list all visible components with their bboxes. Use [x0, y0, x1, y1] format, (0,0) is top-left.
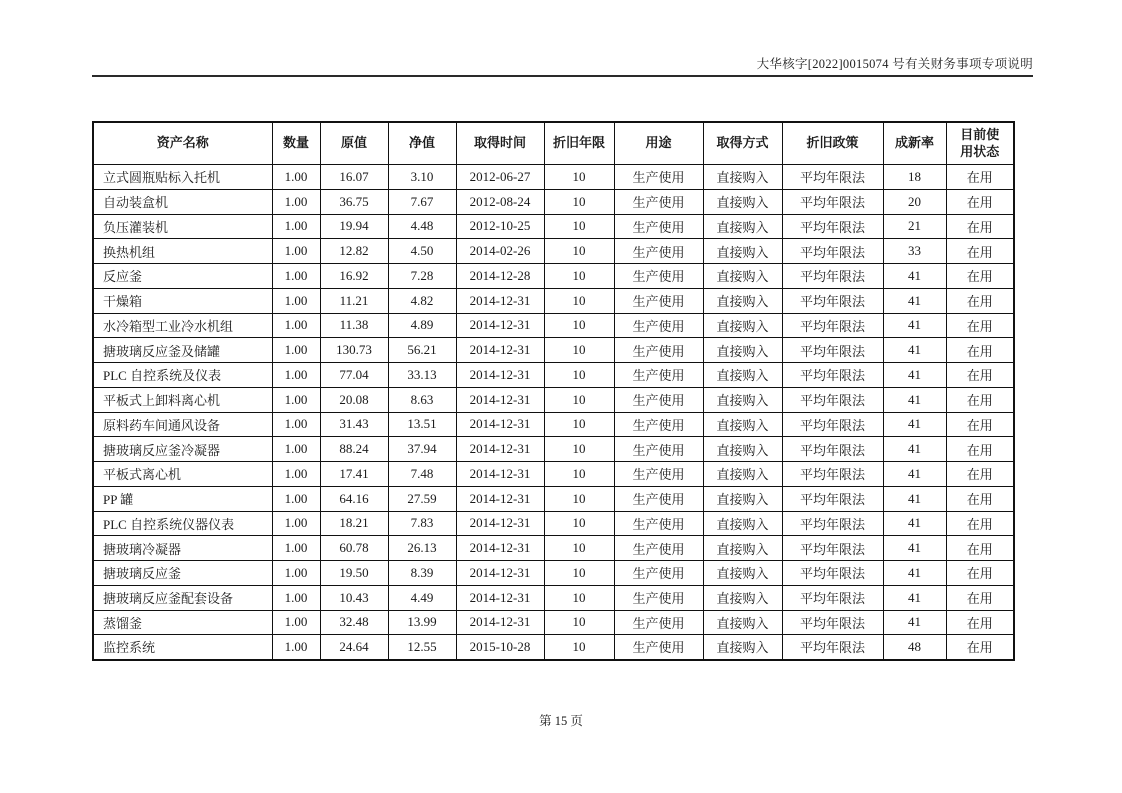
cell: 1.00: [272, 214, 320, 239]
cell: 19.94: [320, 214, 388, 239]
cell: 直接购入: [703, 387, 782, 412]
table-row: [93, 635, 1014, 660]
cell: 33: [883, 239, 946, 264]
cell: 1.00: [272, 239, 320, 264]
cell: 在用: [946, 189, 1014, 214]
cell: 4.49: [388, 585, 456, 610]
cell: 直接购入: [703, 165, 782, 190]
table-row: [93, 387, 1014, 412]
cell: 41: [883, 313, 946, 338]
cell: 直接购入: [703, 635, 782, 660]
cell: 水冷箱型工业冷水机组: [93, 313, 272, 338]
cell: 平均年限法: [782, 387, 883, 412]
cell: 3.10: [388, 165, 456, 190]
cell: 平均年限法: [782, 264, 883, 289]
cell: 10: [544, 536, 614, 561]
cell: 1.00: [272, 264, 320, 289]
cell: 4.82: [388, 288, 456, 313]
cell: 搪玻璃反应釜及储罐: [93, 338, 272, 363]
cell: 平均年限法: [782, 585, 883, 610]
cell: 在用: [946, 165, 1014, 190]
cell: 1.00: [272, 313, 320, 338]
table-row: [93, 412, 1014, 437]
cell: 1.00: [272, 536, 320, 561]
cell: 直接购入: [703, 313, 782, 338]
cell: 2012-08-24: [456, 189, 544, 214]
cell: 生产使用: [614, 412, 703, 437]
cell: 10: [544, 264, 614, 289]
cell: 生产使用: [614, 363, 703, 388]
cell: 生产使用: [614, 437, 703, 462]
cell: 11.21: [320, 288, 388, 313]
cell: 平均年限法: [782, 165, 883, 190]
cell: 生产使用: [614, 536, 703, 561]
cell: 2014-12-31: [456, 412, 544, 437]
column-header-4: 取得时间: [456, 122, 544, 165]
table-body: [93, 165, 1014, 660]
page-number: 第 15 页: [539, 714, 583, 728]
cell: 37.94: [388, 437, 456, 462]
cell: 2014-02-26: [456, 239, 544, 264]
table-row: [93, 511, 1014, 536]
cell: 2014-12-31: [456, 288, 544, 313]
cell: 生产使用: [614, 610, 703, 635]
cell: 2014-12-31: [456, 610, 544, 635]
cell: 41: [883, 610, 946, 635]
cell: 在用: [946, 313, 1014, 338]
cell: 立式圆瓶贴标入托机: [93, 165, 272, 190]
cell: 换热机组: [93, 239, 272, 264]
cell: 生产使用: [614, 635, 703, 660]
cell: 负压灌装机: [93, 214, 272, 239]
table-row: [93, 189, 1014, 214]
cell: 在用: [946, 338, 1014, 363]
cell: 平均年限法: [782, 412, 883, 437]
cell: 10: [544, 462, 614, 487]
cell: 在用: [946, 610, 1014, 635]
cell: 在用: [946, 412, 1014, 437]
cell: 24.64: [320, 635, 388, 660]
cell: 1.00: [272, 561, 320, 586]
cell: 生产使用: [614, 387, 703, 412]
cell: 直接购入: [703, 511, 782, 536]
cell: 直接购入: [703, 264, 782, 289]
cell: 在用: [946, 536, 1014, 561]
cell: 2014-12-31: [456, 486, 544, 511]
cell: PP 罐: [93, 486, 272, 511]
cell: 2014-12-31: [456, 536, 544, 561]
cell: 在用: [946, 511, 1014, 536]
table-row: [93, 239, 1014, 264]
cell: 1.00: [272, 437, 320, 462]
cell: 4.48: [388, 214, 456, 239]
cell: 10: [544, 363, 614, 388]
cell: 平板式离心机: [93, 462, 272, 487]
cell: 2012-06-27: [456, 165, 544, 190]
cell: 平板式上卸料离心机: [93, 387, 272, 412]
cell: 10.43: [320, 585, 388, 610]
cell: 平均年限法: [782, 437, 883, 462]
cell: 41: [883, 462, 946, 487]
cell: 直接购入: [703, 486, 782, 511]
table-row: [93, 363, 1014, 388]
cell: 平均年限法: [782, 239, 883, 264]
cell: 直接购入: [703, 585, 782, 610]
cell: 生产使用: [614, 561, 703, 586]
cell: 64.16: [320, 486, 388, 511]
column-header-6: 用途: [614, 122, 703, 165]
cell: 41: [883, 561, 946, 586]
cell: 直接购入: [703, 610, 782, 635]
cell: 平均年限法: [782, 214, 883, 239]
cell: 1.00: [272, 338, 320, 363]
cell: PLC 自控系统仪器仪表: [93, 511, 272, 536]
cell: 27.59: [388, 486, 456, 511]
cell: 平均年限法: [782, 363, 883, 388]
column-header-9: 成新率: [883, 122, 946, 165]
cell: 1.00: [272, 610, 320, 635]
cell: 平均年限法: [782, 288, 883, 313]
cell: 平均年限法: [782, 486, 883, 511]
cell: 10: [544, 338, 614, 363]
table-row: [93, 165, 1014, 190]
table-row: [93, 610, 1014, 635]
cell: 在用: [946, 288, 1014, 313]
cell: 在用: [946, 635, 1014, 660]
cell: 21: [883, 214, 946, 239]
cell: 自动装盒机: [93, 189, 272, 214]
cell: 1.00: [272, 635, 320, 660]
table-row: [93, 462, 1014, 487]
cell: 18: [883, 165, 946, 190]
cell: 10: [544, 214, 614, 239]
cell: 直接购入: [703, 363, 782, 388]
table-row: [93, 585, 1014, 610]
cell: 10: [544, 189, 614, 214]
cell: 2014-12-31: [456, 313, 544, 338]
cell: 20.08: [320, 387, 388, 412]
column-header-10: 目前使 用状态: [946, 122, 1014, 165]
cell: 2014-12-28: [456, 264, 544, 289]
table-row: [93, 338, 1014, 363]
cell: 1.00: [272, 363, 320, 388]
cell: 10: [544, 511, 614, 536]
cell: PLC 自控系统及仪表: [93, 363, 272, 388]
cell: 直接购入: [703, 462, 782, 487]
cell: 10: [544, 387, 614, 412]
cell: 60.78: [320, 536, 388, 561]
cell: 11.38: [320, 313, 388, 338]
asset-table: [92, 121, 1015, 661]
cell: 1.00: [272, 412, 320, 437]
cell: 41: [883, 363, 946, 388]
column-header-0: 资产名称: [93, 122, 272, 165]
cell: 直接购入: [703, 288, 782, 313]
cell: 13.51: [388, 412, 456, 437]
cell: 在用: [946, 363, 1014, 388]
table-header-row: [93, 122, 1014, 165]
cell: 1.00: [272, 288, 320, 313]
cell: 7.83: [388, 511, 456, 536]
cell: 26.13: [388, 536, 456, 561]
cell: 直接购入: [703, 338, 782, 363]
cell: 平均年限法: [782, 635, 883, 660]
cell: 生产使用: [614, 189, 703, 214]
cell: 41: [883, 486, 946, 511]
cell: 搪玻璃反应釜冷凝器: [93, 437, 272, 462]
cell: 41: [883, 338, 946, 363]
cell: 直接购入: [703, 412, 782, 437]
cell: 平均年限法: [782, 610, 883, 635]
cell: 生产使用: [614, 288, 703, 313]
cell: 搪玻璃冷凝器: [93, 536, 272, 561]
cell: 2014-12-31: [456, 462, 544, 487]
cell: 2014-12-31: [456, 511, 544, 536]
cell: 56.21: [388, 338, 456, 363]
cell: 41: [883, 288, 946, 313]
cell: 10: [544, 313, 614, 338]
cell: 在用: [946, 585, 1014, 610]
cell: 10: [544, 437, 614, 462]
cell: 2014-12-31: [456, 338, 544, 363]
cell: 1.00: [272, 165, 320, 190]
cell: 1.00: [272, 387, 320, 412]
cell: 生产使用: [614, 486, 703, 511]
cell: 1.00: [272, 462, 320, 487]
cell: 在用: [946, 462, 1014, 487]
cell: 10: [544, 635, 614, 660]
cell: 生产使用: [614, 313, 703, 338]
cell: 31.43: [320, 412, 388, 437]
table-row: [93, 264, 1014, 289]
cell: 平均年限法: [782, 536, 883, 561]
cell: 在用: [946, 486, 1014, 511]
cell: 1.00: [272, 189, 320, 214]
cell: 12.55: [388, 635, 456, 660]
table-row: [93, 437, 1014, 462]
cell: 直接购入: [703, 561, 782, 586]
cell: 2015-10-28: [456, 635, 544, 660]
document-header-title: 大华核字[2022]0015074 号有关财务事项专项说明: [92, 54, 1033, 77]
cell: 生产使用: [614, 462, 703, 487]
column-header-2: 原值: [320, 122, 388, 165]
cell: 10: [544, 288, 614, 313]
column-header-8: 折旧政策: [782, 122, 883, 165]
table-row: [93, 288, 1014, 313]
cell: 生产使用: [614, 214, 703, 239]
cell: 41: [883, 264, 946, 289]
cell: 监控系统: [93, 635, 272, 660]
cell: 16.92: [320, 264, 388, 289]
cell: 130.73: [320, 338, 388, 363]
cell: 平均年限法: [782, 189, 883, 214]
cell: 41: [883, 437, 946, 462]
cell: 直接购入: [703, 536, 782, 561]
cell: 41: [883, 511, 946, 536]
cell: 直接购入: [703, 189, 782, 214]
table-row: [93, 561, 1014, 586]
cell: 20: [883, 189, 946, 214]
cell: 在用: [946, 239, 1014, 264]
cell: 2014-12-31: [456, 437, 544, 462]
cell: 生产使用: [614, 585, 703, 610]
cell: 41: [883, 387, 946, 412]
cell: 10: [544, 412, 614, 437]
cell: 41: [883, 536, 946, 561]
cell: 生产使用: [614, 511, 703, 536]
cell: 在用: [946, 387, 1014, 412]
cell: 77.04: [320, 363, 388, 388]
cell: 平均年限法: [782, 338, 883, 363]
cell: 在用: [946, 561, 1014, 586]
cell: 2014-12-31: [456, 363, 544, 388]
cell: 4.50: [388, 239, 456, 264]
cell: 搪玻璃反应釜配套设备: [93, 585, 272, 610]
cell: 直接购入: [703, 239, 782, 264]
cell: 生产使用: [614, 338, 703, 363]
cell: 18.21: [320, 511, 388, 536]
cell: 41: [883, 412, 946, 437]
cell: 8.39: [388, 561, 456, 586]
cell: 平均年限法: [782, 561, 883, 586]
cell: 36.75: [320, 189, 388, 214]
column-header-3: 净值: [388, 122, 456, 165]
cell: 在用: [946, 214, 1014, 239]
cell: 10: [544, 561, 614, 586]
table-row: [93, 536, 1014, 561]
cell: 8.63: [388, 387, 456, 412]
cell: 生产使用: [614, 239, 703, 264]
cell: 12.82: [320, 239, 388, 264]
cell: 在用: [946, 264, 1014, 289]
cell: 2012-10-25: [456, 214, 544, 239]
cell: 2014-12-31: [456, 387, 544, 412]
cell: 10: [544, 165, 614, 190]
column-header-1: 数量: [272, 122, 320, 165]
cell: 1.00: [272, 585, 320, 610]
cell: 2014-12-31: [456, 585, 544, 610]
cell: 蒸馏釜: [93, 610, 272, 635]
cell: 干燥箱: [93, 288, 272, 313]
cell: 88.24: [320, 437, 388, 462]
cell: 7.48: [388, 462, 456, 487]
cell: 19.50: [320, 561, 388, 586]
cell: 直接购入: [703, 437, 782, 462]
cell: 10: [544, 239, 614, 264]
cell: 反应釜: [93, 264, 272, 289]
cell: 16.07: [320, 165, 388, 190]
column-header-5: 折旧年限: [544, 122, 614, 165]
cell: 原料药车间通风设备: [93, 412, 272, 437]
cell: 平均年限法: [782, 313, 883, 338]
cell: 2014-12-31: [456, 561, 544, 586]
cell: 生产使用: [614, 264, 703, 289]
column-header-7: 取得方式: [703, 122, 782, 165]
cell: 在用: [946, 437, 1014, 462]
cell: 1.00: [272, 511, 320, 536]
cell: 搪玻璃反应釜: [93, 561, 272, 586]
cell: 直接购入: [703, 214, 782, 239]
cell: 33.13: [388, 363, 456, 388]
cell: 10: [544, 585, 614, 610]
cell: 平均年限法: [782, 511, 883, 536]
cell: 32.48: [320, 610, 388, 635]
cell: 生产使用: [614, 165, 703, 190]
cell: 48: [883, 635, 946, 660]
cell: 13.99: [388, 610, 456, 635]
cell: 平均年限法: [782, 462, 883, 487]
cell: 41: [883, 585, 946, 610]
cell: 10: [544, 610, 614, 635]
cell: 7.28: [388, 264, 456, 289]
cell: 4.89: [388, 313, 456, 338]
cell: 1.00: [272, 486, 320, 511]
table-row: [93, 214, 1014, 239]
table-row: [93, 313, 1014, 338]
table-row: [93, 486, 1014, 511]
cell: 10: [544, 486, 614, 511]
cell: 17.41: [320, 462, 388, 487]
cell: 7.67: [388, 189, 456, 214]
